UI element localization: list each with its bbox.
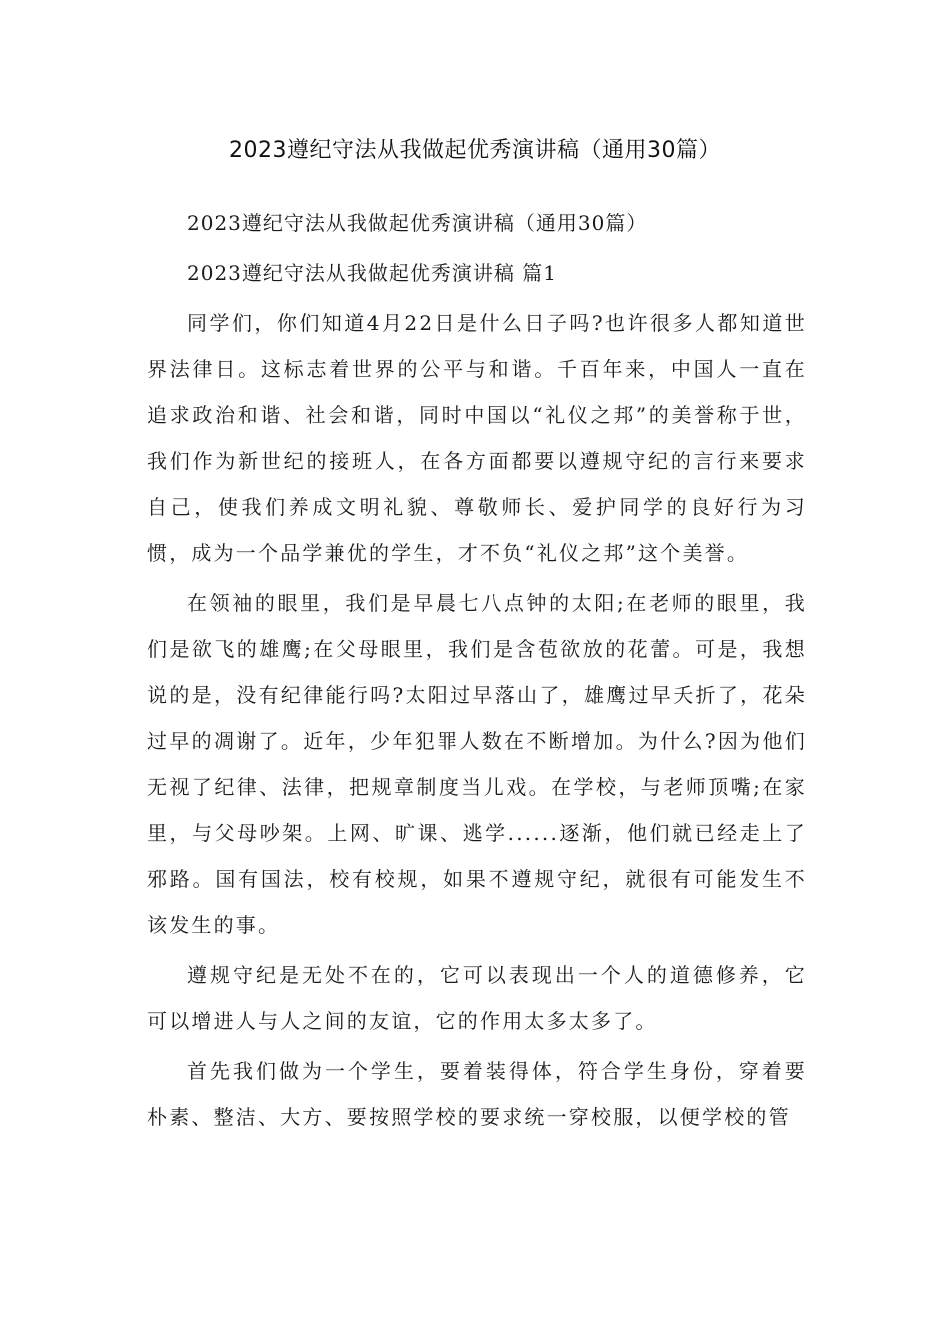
document-title: 2023遵纪守法从我做起优秀演讲稿（通用30篇） [229, 138, 721, 163]
paragraph: 同学们，你们知道4月22日是什么日子吗?也许很多人都知道世界法律日。这标志着世界的公平与和谐。千百年来，中国人一直在追求政治和谐、社会和谐，同时中国以“礼仪之邦”的美誉称于世，我们作为新世纪的接班人，在各方面都要以遵规守纪的言行来要求自己，使我们养成文明礼貌、尊敬师长、爱护同学的良好行为习惯，成为一个品学兼优的学生，才不负“礼仪之邦”这个美誉。 [147, 311, 807, 565]
paragraph: 首先我们做为一个学生，要着装得体，符合学生身份，穿着要朴素、整洁、大方、要按照学校的要求统一穿校服，以便学校的管 [147, 1059, 807, 1129]
section-heading: 2023遵纪守法从我做起优秀演讲稿 篇1 [187, 261, 557, 285]
paragraph: 在领袖的眼里，我们是早晨七八点钟的太阳;在老师的眼里，我们是欲飞的雄鹰;在父母眼里，我们是含苞欲放的花蕾。可是，我想说的是，没有纪律能行吗?太阳过早落山了，雄鹰过早夭折了，花朵过早的凋谢了。近年，少年犯罪人数在不断增加。为什么?因为他们无视了纪律、法律，把规章制度当儿戏。在学校，与老师顶嘴;在家里，与父母吵架。上网、旷课、逃学......逐渐，他们就已经走上了邪路。国有国法，校有校规，如果不遵规守纪，就很有可能发生不该发生的事。 [147, 591, 807, 937]
document-subtitle: 2023遵纪守法从我做起优秀演讲稿（通用30篇） [187, 211, 648, 235]
paragraph: 遵规守纪是无处不在的，它可以表现出一个人的道德修养，它可以增进人与人之间的友谊，它的作用太多太多了。 [147, 963, 807, 1033]
document-body [147, 200, 807, 1144]
